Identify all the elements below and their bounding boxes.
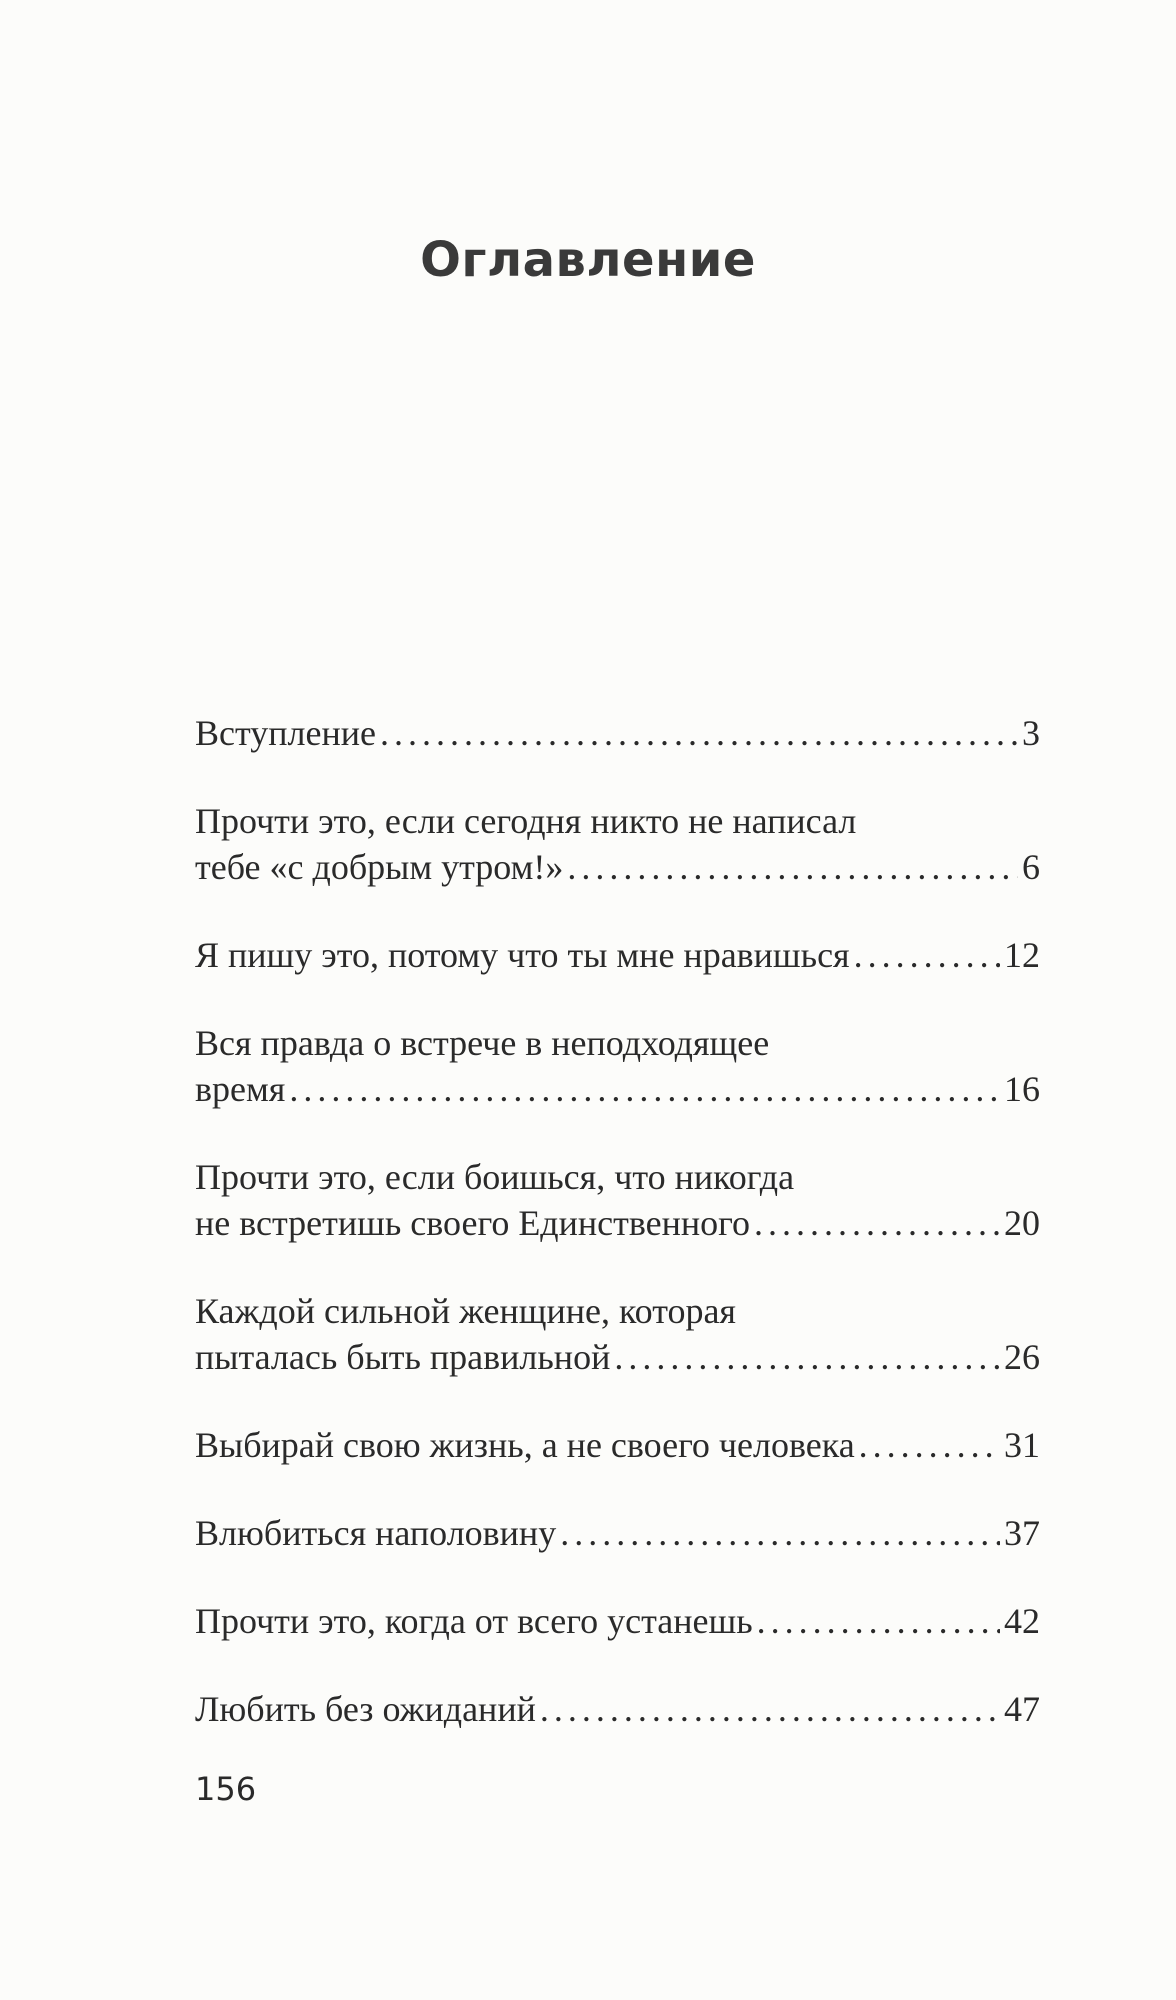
toc-entry-text: Я пишу это, потому что ты мне нравишься (195, 935, 850, 975)
toc-entry-page: 31 (1004, 1425, 1040, 1465)
toc-entry (195, 1510, 1040, 1556)
toc-entry-page: 42 (1004, 1601, 1040, 1641)
toc-entry-text: Каждой сильной женщине, которая (195, 1291, 736, 1331)
toc-leader-dots (567, 844, 1018, 890)
toc-leader-dots (757, 1598, 1000, 1644)
toc-entry-text: Прочти это, когда от всего устанешь (195, 1601, 753, 1641)
toc-leader-dots (560, 1510, 1000, 1556)
toc-entry-text: Вступление (195, 713, 376, 753)
toc-leader-dots (754, 1200, 1000, 1246)
toc-entry-page: 47 (1004, 1689, 1040, 1729)
toc-leader-dots (614, 1334, 1000, 1380)
toc-entry-text: не встретишь своего Единственного (195, 1203, 751, 1243)
toc-entry-text: Вся правда о встрече в неподходящее (195, 1023, 770, 1063)
table-of-contents (195, 710, 1040, 1774)
toc-leader-dots (380, 710, 1018, 756)
toc-entry-page: 26 (1004, 1337, 1040, 1377)
toc-entry (195, 1598, 1040, 1644)
page-number: 156 (195, 1770, 257, 1808)
page-title: Оглавление (420, 232, 756, 288)
toc-entry (195, 932, 1040, 978)
toc-entry-text: Прочти это, если сегодня никто не написал (195, 801, 857, 841)
toc-entry-page: 16 (1004, 1069, 1040, 1109)
toc-entry (195, 1422, 1040, 1468)
toc-leader-dots (540, 1686, 1000, 1732)
toc-leader-dots (854, 932, 1000, 978)
toc-entry-text: Прочти это, если боишься, что никогда (195, 1157, 795, 1197)
toc-entry-text: время (195, 1069, 286, 1109)
toc-entry (195, 710, 1040, 756)
toc-entry (195, 1020, 1040, 1112)
toc-entry (195, 1154, 1040, 1246)
toc-entry-page: 3 (1022, 713, 1040, 753)
toc-leader-dots (859, 1422, 1000, 1468)
toc-leader-dots (289, 1066, 1000, 1112)
toc-entry (195, 798, 1040, 890)
toc-entry-text: Выбирай свою жизнь, а не своего человека (195, 1425, 855, 1465)
toc-entry-text: Влюбиться наполовину (195, 1513, 557, 1553)
toc-entry-page: 20 (1004, 1203, 1040, 1243)
toc-entry-page: 12 (1004, 935, 1040, 975)
toc-entry (195, 1288, 1040, 1380)
toc-entry-text: пыталась быть правильной (195, 1337, 611, 1377)
toc-entry-page: 6 (1022, 847, 1040, 887)
toc-entry-page: 37 (1004, 1513, 1040, 1553)
toc-entry-text: тебе «с добрым утром!» (195, 847, 564, 887)
toc-entry (195, 1686, 1040, 1732)
toc-entry-text: Любить без ожиданий (195, 1689, 536, 1729)
